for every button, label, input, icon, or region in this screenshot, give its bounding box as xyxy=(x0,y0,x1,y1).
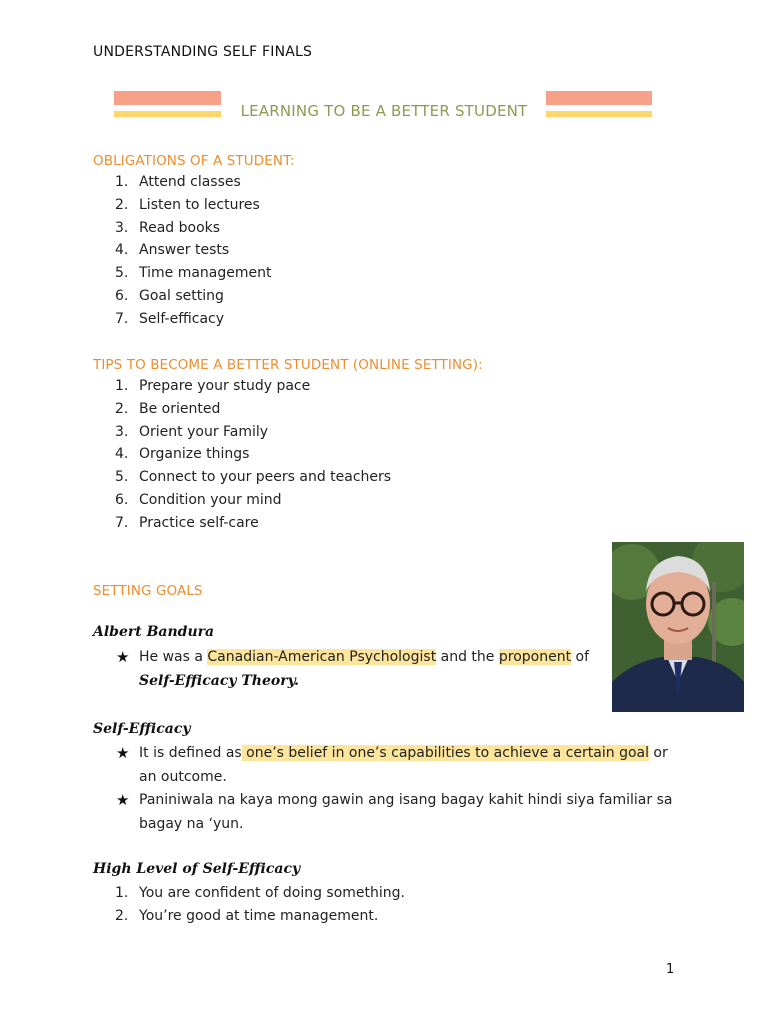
tips-list xyxy=(93,375,391,535)
list-text: Be oriented xyxy=(139,400,221,417)
list-item xyxy=(93,398,391,421)
list-item xyxy=(93,217,272,240)
list-item xyxy=(93,421,391,444)
bullet-text: of xyxy=(571,649,590,665)
bullet-item xyxy=(114,742,674,789)
list-number: 2. xyxy=(115,907,129,924)
list-item xyxy=(93,905,405,928)
setting-goals-heading: SETTING GOALS xyxy=(93,583,203,599)
list-item xyxy=(93,194,272,217)
list-text: Practice self-care xyxy=(139,514,259,531)
list-item xyxy=(93,285,272,308)
high-efficacy-list xyxy=(93,882,405,928)
title-banner xyxy=(114,91,654,121)
highlight-text: Canadian-American Psychologist xyxy=(207,649,437,665)
list-number: 5. xyxy=(115,469,129,486)
list-text: Answer tests xyxy=(139,242,230,259)
list-number: 3. xyxy=(115,423,129,440)
banner-pink-bar-right xyxy=(546,91,652,105)
list-item xyxy=(93,882,405,905)
bullet-item xyxy=(114,646,594,693)
list-text: Goal setting xyxy=(139,287,224,304)
list-text: Listen to lectures xyxy=(139,196,260,213)
bullet-text: He was a xyxy=(139,649,208,665)
star-bullet-icon: ★ xyxy=(116,791,130,809)
portrait-photo xyxy=(612,542,744,712)
list-item xyxy=(93,489,391,512)
list-item xyxy=(93,512,391,535)
bullet-item xyxy=(114,789,674,836)
list-number: 4. xyxy=(115,446,129,463)
list-number: 7. xyxy=(115,514,129,531)
list-item xyxy=(93,308,272,331)
portrait-illustration xyxy=(612,542,744,712)
document-header: UNDERSTANDING SELF FINALS xyxy=(93,44,313,60)
list-item xyxy=(93,443,391,466)
banner-pink-bar-left xyxy=(114,91,221,105)
highlight-text: one’s belief in one’s capabilities to achieve a certain goal xyxy=(241,745,649,761)
list-number: 6. xyxy=(115,491,129,508)
list-text: Read books xyxy=(139,219,221,236)
list-text: Condition your mind xyxy=(139,491,282,508)
page-number: 1 xyxy=(666,962,675,977)
list-item xyxy=(93,375,391,398)
bandura-heading: Albert Bandura xyxy=(93,624,215,640)
obligations-list xyxy=(93,171,272,331)
list-number: 1. xyxy=(115,174,129,190)
list-number: 6. xyxy=(115,287,129,304)
high-efficacy-heading: High Level of Self-Efficacy xyxy=(93,861,301,877)
list-text: Organize things xyxy=(139,446,250,463)
list-number: 1. xyxy=(115,378,129,394)
list-item xyxy=(93,239,272,262)
self-efficacy-heading: Self-Efficacy xyxy=(93,721,191,737)
bandura-bullets xyxy=(114,646,594,693)
banner-yellow-bar-left xyxy=(114,111,221,117)
bullet-text: and the xyxy=(436,649,499,665)
star-bullet-icon: ★ xyxy=(116,648,130,666)
list-text: Connect to your peers and teachers xyxy=(139,469,392,486)
obligations-heading: OBLIGATIONS OF A STUDENT: xyxy=(93,153,295,169)
highlight-text: proponent xyxy=(498,649,572,665)
list-text: You’re good at time management. xyxy=(139,907,379,924)
list-item xyxy=(93,171,272,194)
self-efficacy-bullets xyxy=(114,742,674,836)
list-text: Orient your Family xyxy=(139,423,269,440)
page-title: LEARNING TO BE A BETTER STUDENT xyxy=(240,102,528,120)
list-text: Time management xyxy=(139,265,272,282)
list-number: 3. xyxy=(115,219,129,236)
list-text: Self-efficacy xyxy=(139,310,225,327)
list-number: 1. xyxy=(115,885,129,901)
banner-yellow-bar-right xyxy=(546,111,652,117)
list-number: 7. xyxy=(115,310,129,327)
list-text: Prepare your study pace xyxy=(139,378,311,394)
list-text: You are confident of doing something. xyxy=(139,885,406,901)
theory-name: Self-Efficacy Theory. xyxy=(139,672,299,689)
list-item xyxy=(93,262,272,285)
list-number: 2. xyxy=(115,196,129,213)
bullet-text: It is defined as xyxy=(139,745,242,761)
bullet-text: or an outcome. xyxy=(139,745,668,785)
list-number: 4. xyxy=(115,242,129,259)
list-number: 5. xyxy=(115,265,129,282)
tips-heading: TIPS TO BECOME A BETTER STUDENT (ONLINE SETTING): xyxy=(93,357,483,373)
star-bullet-icon: ★ xyxy=(116,744,130,762)
list-text: Attend classes xyxy=(139,174,241,190)
bullet-text: Paniniwala na kaya mong gawin ang isang bagay kahit hindi siya familiar sa bagay na ‘yun. xyxy=(139,792,673,832)
list-item xyxy=(93,466,391,489)
list-number: 2. xyxy=(115,400,129,417)
